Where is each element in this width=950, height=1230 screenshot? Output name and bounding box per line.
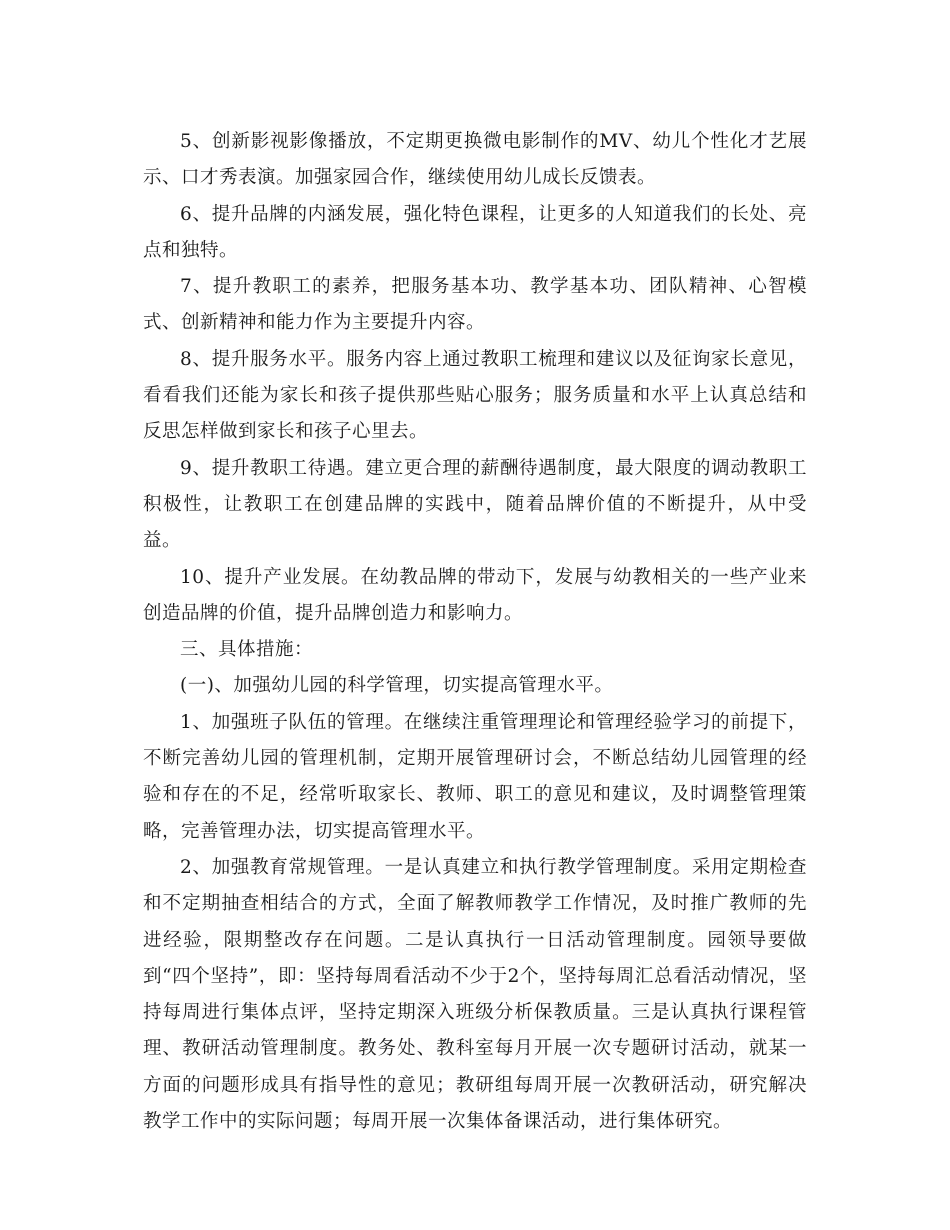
paragraph-item-6: 6、提升品牌的内涵发展，强化特色课程，让更多的人知道我们的长处、亮点和独特。 — [143, 203, 807, 261]
measure-item-2: 2、加强教育常规管理。一是认真建立和执行教学管理制度。采用定期检查和不定期抽查相结合的方式，全面了解教师教学工作情况，及时推广教师的先进经验，限期整改存在问题。二是认真执行一日活动管理制度。园领导要做到“四个坚持”，即：坚持每周看活动不少于2个，坚持每周汇总看活动情况，坚持每周进行集体点评，坚持定期深入班级分析保教质量。三是认真执行课程管理、教研活动管理制度。教务处、教科室每月开展一次专题研讨活动，就某一方面的问题形成具有指导性的意见；教研组每周开展一次教研活动，研究解决教学工作中的实际问题；每周开展一次集体备课活动，进行集体研究。 — [143, 856, 807, 1133]
paragraph-item-5: 5、创新影视影像播放，不定期更换微电影制作的MV、幼儿个性化才艺展示、口才秀表演。加强家园合作，继续使用幼儿成长反馈表。 — [143, 131, 807, 189]
section-heading-measures: 三、具体措施： — [180, 639, 314, 661]
paragraph-item-9: 9、提升教职工待遇。建立更合理的薪酬待遇制度，最大限度的调动教职工积极性，让教职工在创建品牌的实践中，随着品牌价值的不断提升，从中受益。 — [143, 457, 807, 552]
measure-item-1: 1、加强班子队伍的管理。在继续注重管理理论和管理经验学习的前提下，不断完善幼儿园的管理机制，定期开展管理研讨会，不断总结幼儿园管理的经验和存在的不足，经常听取家长、教师、职工的意见和建议，及时调整管理策略，完善管理办法，切实提高管理水平。 — [143, 711, 807, 842]
paragraph-item-8: 8、提升服务水平。服务内容上通过教职工梳理和建议以及征询家长意见，看看我们还能为家长和孩子提供那些贴心服务；服务质量和水平上认真总结和反思怎样做到家长和孩子心里去。 — [143, 348, 807, 443]
paragraph-item-7: 7、提升教职工的素养，把服务基本功、教学基本功、团队精神、心智模式、创新精神和能力作为主要提升内容。 — [143, 276, 807, 334]
paragraph-item-10: 10、提升产业发展。在幼教品牌的带动下，发展与幼教相关的一些产业来创造品牌的价值，提升品牌创造力和影响力。 — [143, 566, 807, 624]
subsection-heading-management: (一)、加强幼儿园的科学管理，切实提高管理水平。 — [180, 675, 614, 697]
document-page — [143, 124, 807, 1140]
